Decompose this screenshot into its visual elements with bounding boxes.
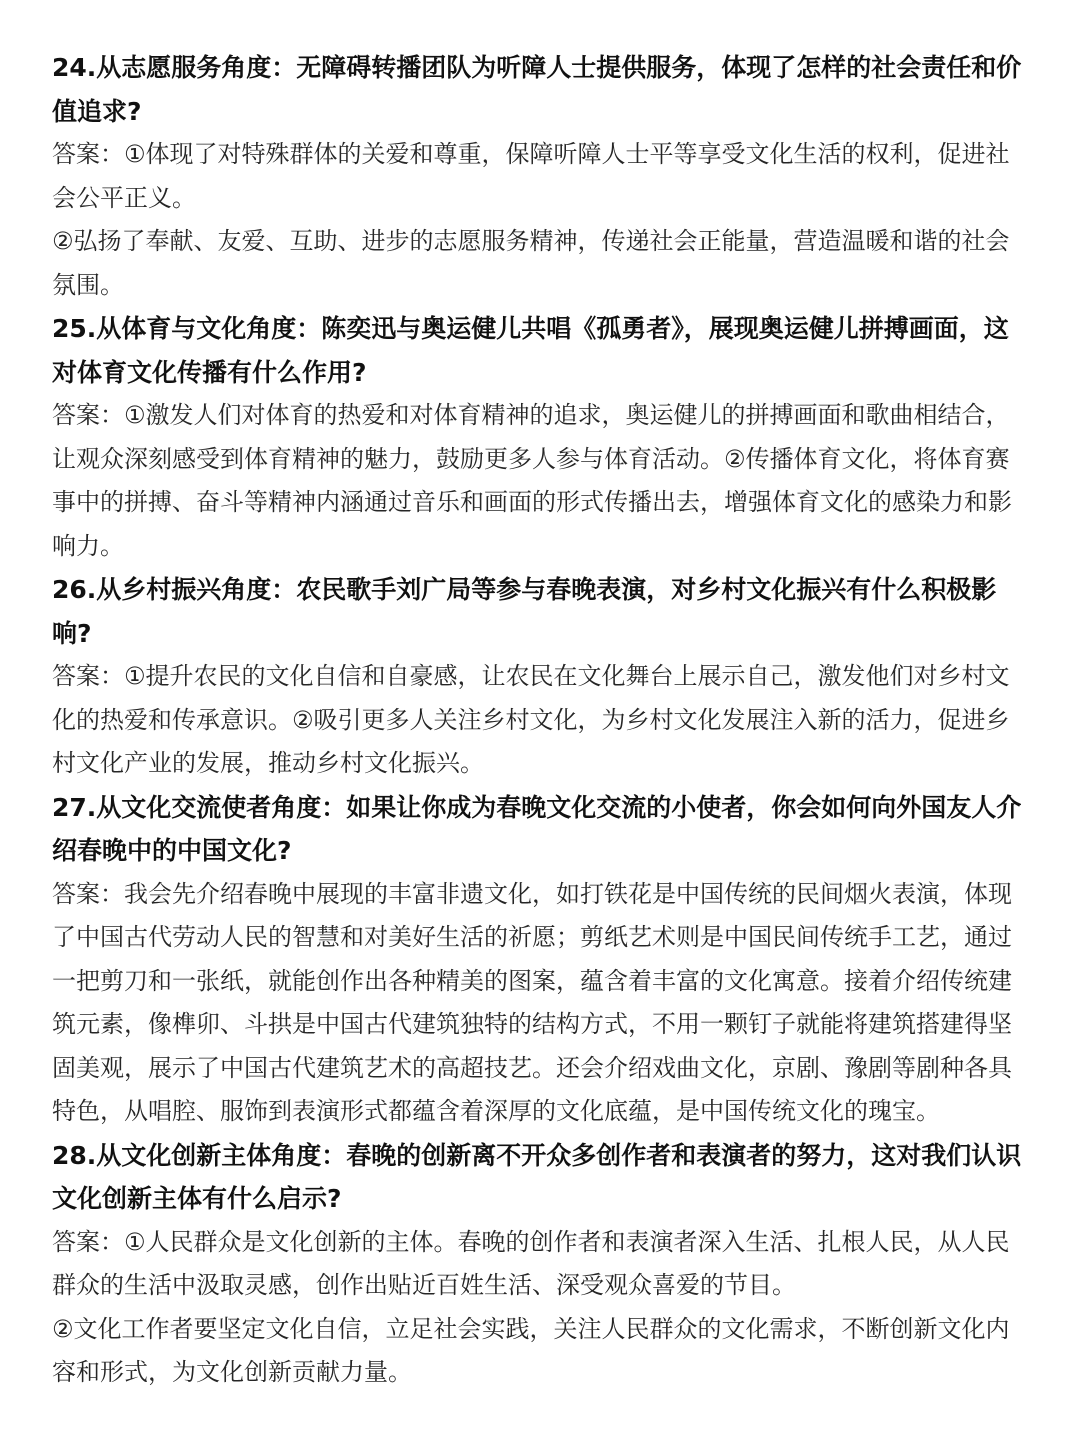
answer-28-part-1: 答案：①人民群众是文化创新的主体。春晚的创作者和表演者深入生活、扎根人民，从人民群众的生活中汲取灵感，创作出贴近百姓生活、深受观众喜爱的节目。 [52, 1227, 1010, 1299]
answer-24-part-2: ②弘扬了奉献、友爱、互助、进步的志愿服务精神，传递社会正能量，营造温暖和谐的社会氛围。 [52, 227, 1010, 299]
question-26: 26.从乡村振兴角度：农民歌手刘广局等参与春晚表演，对乡村文化振兴有什么积极影响? [52, 575, 997, 648]
qa-item-25 [52, 307, 1030, 568]
question-27: 27.从文化交流使者角度：如果让你成为春晚文化交流的小使者，你会如何向外国友人介绍春晚中的中国文化? [52, 792, 1022, 865]
answer-27: 答案：我会先介绍春晚中展现的丰富非遗文化，如打铁花是中国传统的民间烟火表演，体现了中国古代劳动人民的智慧和对美好生活的祈愿；剪纸艺术则是中国民间传统手工艺，通过一把剪刀和一张纸，就能创作出各种精美的图案，蕴含着丰富的文化寓意。接着介绍传统建筑元素，像榫卯、斗拱是中国古代建筑独特的结构方式，不用一颗钉子就能将建筑搭建得坚固美观，展示了中国古代建筑艺术的高超技艺。还会介绍戏曲文化，京剧、豫剧等剧种各具特色，从唱腔、服饰到表演形式都蕴含着深厚的文化底蕴，是中国传统文化的瑰宝。 [52, 879, 1012, 1125]
qa-item-26 [52, 568, 1030, 786]
answer-25: 答案：①激发人们对体育的热爱和对体育精神的追求，奥运健儿的拼搏画面和歌曲相结合，让观众深刻感受到体育精神的魅力，鼓励更多人参与体育活动。②传播体育文化，将体育赛事中的拼搏、奋斗等精神内涵通过音乐和画面的形式传播出去，增强体育文化的感染力和影响力。 [52, 401, 1012, 560]
qa-item-27 [52, 786, 1030, 1134]
answer-28-part-2: ②文化工作者要坚定文化自信，立足社会实践，关注人民群众的文化需求，不断创新文化内容和形式，为文化创新贡献力量。 [52, 1314, 1010, 1386]
question-28: 28.从文化创新主体角度：春晚的创新离不开众多创作者和表演者的努力，这对我们认识文化创新主体有什么启示? [52, 1140, 1022, 1213]
qa-item-28 [52, 1134, 1030, 1395]
question-24: 24.从志愿服务角度：无障碍转播团队为听障人士提供服务，体现了怎样的社会责任和价值追求? [52, 53, 1022, 126]
qa-item-24 [52, 46, 1030, 307]
answer-26: 答案：①提升农民的文化自信和自豪感，让农民在文化舞台上展示自己，激发他们对乡村文化的热爱和传承意识。②吸引更多人关注乡村文化，为乡村文化发展注入新的活力，促进乡村文化产业的发展，推动乡村文化振兴。 [52, 662, 1010, 777]
question-25: 25.从体育与文化角度：陈奕迅与奥运健儿共唱《孤勇者》，展现奥运健儿拼搏画面，这对体育文化传播有什么作用? [52, 314, 1009, 387]
answer-24-part-1: 答案：①体现了对特殊群体的关爱和尊重，保障听障人士平等享受文化生活的权利，促进社会公平正义。 [52, 140, 1010, 212]
